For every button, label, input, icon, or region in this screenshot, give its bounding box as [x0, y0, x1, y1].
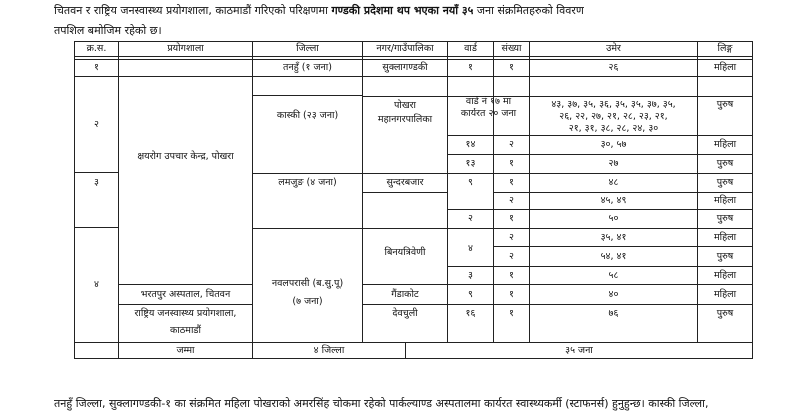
district-lamjung: लमजुङ (४ जना) — [278, 177, 337, 188]
row-12-count: १ — [509, 308, 514, 319]
header-district: जिल्ला — [296, 43, 319, 54]
row-3-gender: महिला — [713, 139, 737, 150]
muni-pokhara-line2: महानगरपालिका — [377, 114, 433, 125]
row-2-age-line3: २१, ३१, ३८, २८, २४, ३० — [568, 123, 659, 134]
row-12-gender: पुरुष — [716, 308, 734, 319]
row-2-gender: पुरुष — [716, 99, 734, 110]
row-10-count: १ — [509, 269, 514, 281]
row-7-ward: २ — [468, 213, 473, 224]
intro-text-c: जना संक्रमितहरुको विवरण — [473, 4, 584, 17]
row-6-gender: महिला — [713, 195, 737, 206]
row-11-age: ४० — [608, 288, 619, 300]
header-municipality: नगर/गाउँपालिका — [376, 43, 434, 54]
header-ward: वार्ड — [464, 43, 477, 54]
muni-pokhara-line1: पोखरा — [394, 100, 416, 111]
row-2-ward-line1: वार्ड नं १७ मा — [465, 96, 512, 107]
row-9-age: ५४, ४१ — [600, 250, 627, 262]
sn-4: ४ — [94, 279, 99, 290]
district-nawalparasi-line2: (७ जना) — [292, 296, 323, 307]
row-1-gender: महिला — [713, 62, 737, 73]
row-4-age: २७ — [608, 158, 619, 169]
row-1-ward: १ — [468, 62, 473, 73]
row-4-ward: १३ — [465, 158, 476, 169]
row-9-ward: ४ — [468, 243, 473, 254]
header-age: उमेर — [606, 43, 621, 54]
row-12-age: ७६ — [608, 308, 619, 319]
row-11-ward: ९ — [468, 288, 473, 300]
row-3-ward: १४ — [465, 139, 476, 150]
lab-national-line1: राष्ट्रिय जनस्वास्थ्य प्रयोगशाला, — [134, 308, 237, 319]
row-7-age: ५० — [608, 213, 619, 224]
row-1-count: १ — [509, 62, 514, 73]
row-8-gender: महिला — [713, 231, 737, 243]
row-4-gender: पुरुष — [716, 158, 734, 169]
row-7-gender: पुरुष — [716, 213, 734, 224]
row-9-count: २ — [509, 250, 514, 262]
intro-text-a: चितवन र राष्ट्रिय जनस्वास्थ्य प्रयोगशाला, काठमाडौं गरिएको परिक्षणमा — [54, 4, 332, 17]
header-sn: क्र.स. — [86, 43, 107, 54]
district-tanahun: तनहुँ (१ जना) — [283, 62, 332, 73]
header-gender: लिङ्ग — [717, 43, 733, 54]
row-1-age: २६ — [608, 62, 619, 73]
row-10-ward: ३ — [468, 269, 473, 281]
row-5-count: १ — [509, 177, 514, 188]
row-7-count: १ — [509, 213, 514, 224]
total-people: ३५ जना — [565, 344, 593, 356]
row-2-age-line2: २६, २२, २७, २१, २८, २३, २१, — [559, 111, 668, 122]
row-5-age: ४८ — [608, 177, 619, 188]
row-2-age-line1: ४३, ३७, ३५, ३६, ३५, ३५, ३७, ३५, — [551, 99, 676, 110]
lab-bharatpur: भरतपुर अस्पताल, चितवन — [140, 288, 231, 300]
sn-3: ३ — [94, 177, 99, 188]
lab-pokhara: क्षयरोग उपचार केन्द्र, पोखरा — [137, 151, 234, 162]
row-5-ward: ९ — [468, 177, 473, 188]
lab-national-line2: काठमाडौं — [170, 325, 201, 336]
muni-sundarbazar: सुन्दरबजार — [386, 177, 424, 188]
row-11-gender: महिला — [713, 288, 737, 300]
district-nawalparasi-line1: नवलपरासी (ब.सु.पू) — [271, 278, 344, 289]
sn-2: २ — [94, 118, 99, 130]
row-6-age: ४५, ४९ — [600, 195, 627, 206]
district-kaski: कास्की (२३ जना) — [276, 110, 339, 121]
row-6-count: २ — [509, 195, 514, 206]
row-3-age: ३०, ५७ — [600, 139, 627, 150]
total-districts: ४ जिल्ला — [313, 344, 345, 356]
muni-gaindakot: गैंडाकोट — [391, 288, 419, 300]
header-count: संख्या — [501, 43, 522, 54]
total-label: जम्मा — [176, 344, 195, 356]
row-8-age: ३५, ४१ — [600, 231, 627, 243]
intro-line-2: तपशिल बमोजिम रहेको छ। — [54, 24, 162, 37]
row-10-gender: महिला — [713, 269, 737, 281]
row-2-ward-line2: कार्यरत २० जना — [460, 108, 517, 119]
sn-1: १ — [94, 62, 99, 73]
row-4-count: १ — [509, 158, 514, 169]
row-8-count: २ — [509, 231, 514, 243]
row-10-age: ५८ — [608, 269, 619, 281]
muni-suklagandaki: सुक्लागण्डकी — [382, 62, 428, 73]
row-11-count: १ — [509, 288, 514, 300]
footer-paragraph: तनहुँ जिल्ला, सुक्लागण्डकी-१ का संक्रमित महिला पोखराको अमरसिंह चोकमा रहेको पार्कल्याण्ड अस्पतालमा कार्यरत स्वास्थ्यकर्मी (स्टाफनर्स) हुनुहुन्छ। कास्की जिल्ला, — [54, 397, 709, 410]
row-9-gender: पुरुष — [716, 250, 734, 262]
header-lab: प्रयोगशाला — [167, 43, 204, 54]
muni-binayi: बिनयत्रिवेणी — [384, 247, 426, 258]
muni-devchuli: देवचुली — [392, 308, 418, 319]
row-12-ward: १६ — [465, 308, 476, 319]
intro-text-bold: गण्डकी प्रदेशमा थप भएका नयाँ ३५ — [331, 4, 474, 17]
row-5-gender: पुरुष — [716, 177, 734, 188]
row-3-count: २ — [509, 139, 514, 150]
